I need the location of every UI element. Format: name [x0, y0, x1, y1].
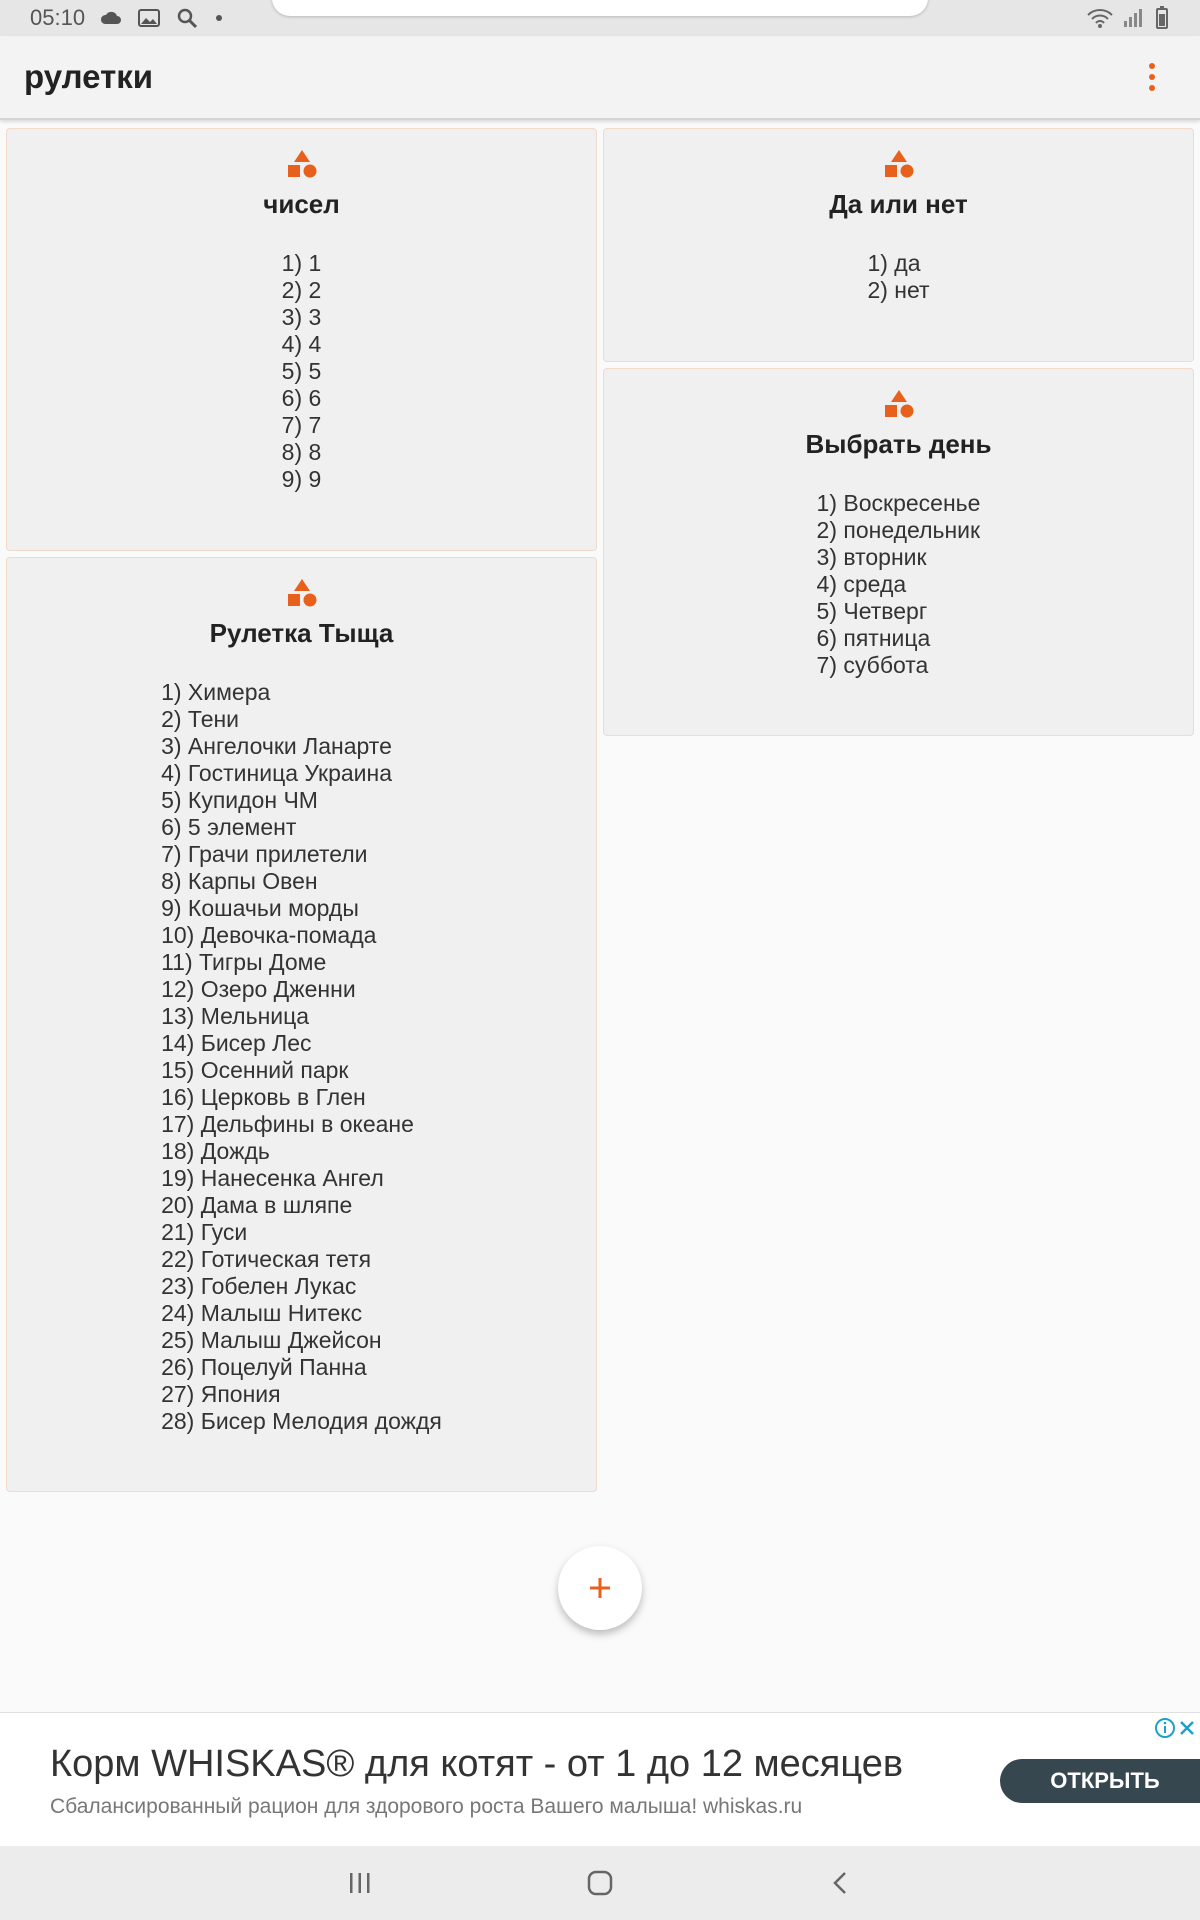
list-item: 12) Озеро Дженни — [161, 976, 356, 1002]
search-icon — [175, 7, 199, 29]
card-item-list — [282, 250, 322, 493]
home-button[interactable] — [580, 1863, 620, 1903]
back-button[interactable] — [820, 1863, 860, 1903]
card-item-list — [867, 250, 929, 304]
list-item: 16) Церковь в Глен — [161, 1084, 366, 1110]
list-item: 1) да — [867, 250, 921, 276]
list-item: 7) 7 — [281, 412, 322, 438]
list-item: 23) Гобелен Лукас — [161, 1273, 357, 1299]
roulette-card-choose-day[interactable] — [603, 368, 1194, 736]
list-item: 6) 5 элемент — [161, 814, 297, 840]
list-item: 19) Нанесенка Ангел — [161, 1165, 384, 1191]
list-item: 6) пятница — [816, 625, 931, 651]
ad-headline[interactable]: Корм WHISKAS® для котят - от 1 до 12 месяцев — [50, 1743, 904, 1785]
list-item: 9) Кошачьи морды — [161, 895, 359, 921]
list-item: 4) Гостиница Украина — [161, 760, 392, 786]
plus-icon — [587, 1575, 613, 1601]
wifi-icon — [1086, 7, 1114, 29]
list-item: 4) 4 — [281, 331, 322, 357]
list-item: 5) Купидон ЧМ — [161, 787, 318, 813]
roulette-card-tysha[interactable] — [6, 557, 597, 1492]
list-item: 22) Готическая тетя — [161, 1246, 372, 1272]
list-item: 2) понедельник — [816, 517, 981, 543]
list-item: 2) 2 — [281, 277, 322, 303]
back-icon — [830, 1870, 850, 1896]
roulette-card-numbers[interactable] — [6, 128, 597, 551]
shapes-icon — [285, 149, 319, 179]
list-item: 25) Малыш Джейсон — [161, 1327, 382, 1353]
card-title: Выбрать день — [805, 429, 992, 459]
card-item-list — [817, 490, 981, 679]
list-item: 7) суббота — [816, 652, 929, 678]
list-item: 28) Бисер Мелодия дождя — [161, 1408, 442, 1434]
list-item: 18) Дождь — [161, 1138, 270, 1164]
list-item: 11) Тигры Доме — [161, 949, 327, 975]
list-item: 27) Япония — [161, 1381, 281, 1407]
list-item: 15) Осенний парк — [161, 1057, 349, 1083]
recents-icon — [347, 1871, 373, 1895]
list-item: 1) Воскресенье — [816, 490, 981, 516]
list-item: 26) Поцелуй Панна — [161, 1354, 367, 1380]
home-icon — [586, 1869, 614, 1897]
search-pill[interactable] — [272, 0, 928, 16]
shapes-icon — [882, 149, 916, 179]
list-item: 5) 5 — [281, 358, 322, 384]
list-item: 17) Дельфины в океане — [161, 1111, 414, 1137]
list-item: 1) Химера — [161, 679, 271, 705]
ad-close-icon[interactable] — [1176, 1717, 1198, 1739]
ad-banner[interactable] — [0, 1712, 1200, 1846]
status-time: 05:10 — [30, 5, 86, 30]
shapes-icon — [285, 578, 319, 608]
card-item-list — [161, 679, 442, 1435]
ad-info-icon[interactable] — [1154, 1717, 1176, 1739]
app-bar — [0, 36, 1200, 120]
list-item: 2) Тени — [161, 706, 240, 732]
add-roulette-button[interactable] — [558, 1546, 642, 1630]
list-item: 4) среда — [816, 571, 907, 597]
list-item: 7) Грачи прилетели — [161, 841, 368, 867]
list-item: 10) Девочка-помада — [161, 922, 377, 948]
ad-open-button[interactable]: ОТКРЫТЬ — [1000, 1759, 1200, 1803]
card-title: Рулетка Тыща — [209, 618, 394, 648]
overflow-menu-button[interactable] — [1128, 53, 1176, 101]
list-item: 3) Ангелочки Ланарте — [161, 733, 392, 759]
list-item: 8) 8 — [281, 439, 322, 465]
list-item: 1) 1 — [281, 250, 322, 276]
dot-icon — [213, 7, 237, 29]
list-item: 9) 9 — [281, 466, 322, 492]
list-item: 6) 6 — [281, 385, 322, 411]
list-item: 24) Малыш Нитекс — [161, 1300, 363, 1326]
list-item: 21) Гуси — [161, 1219, 248, 1245]
more-vert-icon — [1149, 63, 1155, 69]
roulette-card-yes-no[interactable] — [603, 128, 1194, 362]
signal-icon — [1122, 7, 1146, 29]
list-item: 5) Четверг — [816, 598, 928, 624]
recents-button[interactable] — [340, 1863, 380, 1903]
cloud-icon — [99, 7, 123, 29]
image-icon — [137, 7, 161, 29]
app-title: рулетки — [24, 58, 154, 95]
card-title: чисел — [263, 189, 340, 219]
ad-subtitle: Сбалансированный рацион для здорового роста Вашего малыша! whiskas.ru — [50, 1795, 803, 1818]
list-item: 14) Бисер Лес — [161, 1030, 312, 1056]
card-title: Да или нет — [829, 189, 968, 219]
system-nav-bar — [0, 1846, 1200, 1920]
list-item: 3) вторник — [816, 544, 927, 570]
shapes-icon — [882, 389, 916, 419]
list-item: 2) нет — [867, 277, 930, 303]
list-item: 20) Дама в шляпе — [161, 1192, 353, 1218]
list-item: 8) Карпы Овен — [161, 868, 318, 894]
list-item: 3) 3 — [281, 304, 322, 330]
list-item: 13) Мельница — [161, 1003, 310, 1029]
battery-icon — [1154, 6, 1170, 30]
